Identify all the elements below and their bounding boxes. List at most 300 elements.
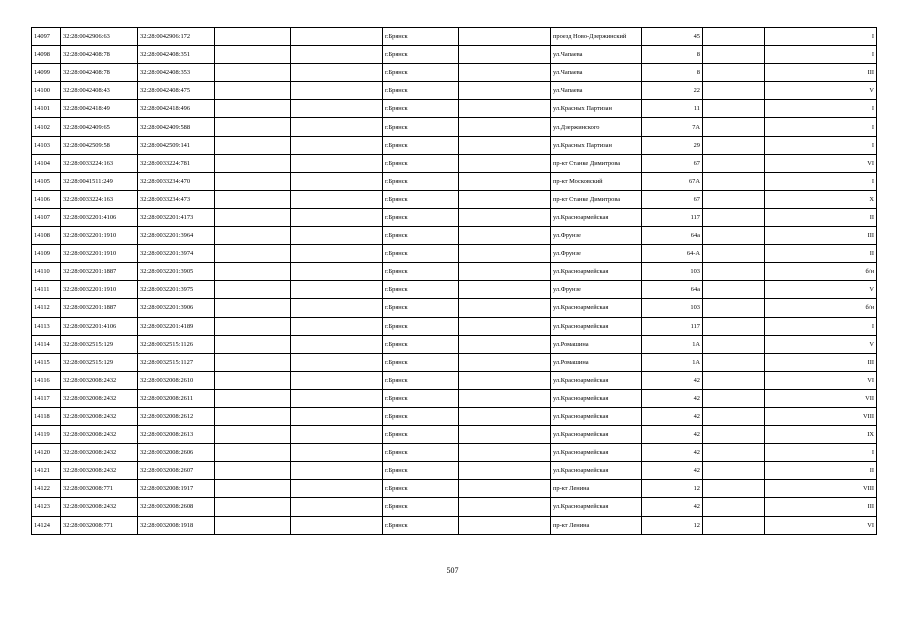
cell-cadastral-object: 32:28:0032201:3964 [138,227,215,245]
cell-room: VIII [765,407,877,425]
cell-cadastral-object: 32:28:0032008:2607 [138,462,215,480]
cell-house: 29 [642,136,703,154]
cell-cadastral-object: 32:28:0032008:2610 [138,371,215,389]
cell-city: г.Брянск [383,426,459,444]
cell-house: 103 [642,299,703,317]
cell-cadastral-parcel: 32:28:0042408:43 [61,82,138,100]
cell-number: 14105 [32,172,61,190]
table-row [32,516,877,534]
cell-street: ул.Красноармейская [551,389,642,407]
cell-empty [215,46,291,64]
cell-street: ул.Красных Партизан [551,100,642,118]
cell-room: VI [765,516,877,534]
cell-number: 14107 [32,208,61,226]
cell-empty [459,444,551,462]
cell-number: 14115 [32,353,61,371]
cell-empty [703,28,765,46]
cell-empty [291,263,383,281]
cell-street: пр-кт Ленина [551,516,642,534]
cell-empty [215,100,291,118]
cell-number: 14109 [32,245,61,263]
cell-number: 14108 [32,227,61,245]
table-row [32,118,877,136]
cell-number: 14120 [32,444,61,462]
cell-cadastral-object: 32:28:0032008:1918 [138,516,215,534]
cell-room: X [765,190,877,208]
cell-city: г.Брянск [383,172,459,190]
cell-cadastral-parcel: 32:28:0032008:2432 [61,462,138,480]
cell-house: 12 [642,516,703,534]
cell-house: 64-А [642,245,703,263]
cell-house: 64а [642,227,703,245]
cell-house: 45 [642,28,703,46]
table-row [32,353,877,371]
table-row [32,172,877,190]
cell-room: I [765,172,877,190]
cell-empty [215,245,291,263]
cell-empty [291,64,383,82]
cell-house: 42 [642,407,703,425]
cell-street: ул.Ромашина [551,353,642,371]
cell-empty [215,389,291,407]
cell-empty [215,516,291,534]
cell-cadastral-parcel: 32:28:0032008:771 [61,516,138,534]
cell-cadastral-object: 32:28:0032008:2608 [138,498,215,516]
cell-city: г.Брянск [383,82,459,100]
cell-street: пр-кт Станке Димитрова [551,190,642,208]
cell-room: VIII [765,480,877,498]
cell-house: 42 [642,389,703,407]
cell-cadastral-object: 32:28:0032515:1127 [138,353,215,371]
cell-city: г.Брянск [383,28,459,46]
cell-empty [215,317,291,335]
cell-house: 11 [642,100,703,118]
cell-number: 14122 [32,480,61,498]
cell-city: г.Брянск [383,353,459,371]
cell-cadastral-parcel: 32:28:0042409:65 [61,118,138,136]
cell-empty [291,516,383,534]
cell-empty [215,444,291,462]
cell-cadastral-parcel: 32:28:0042418:49 [61,100,138,118]
cell-city: г.Брянск [383,245,459,263]
cell-city: г.Брянск [383,263,459,281]
cell-cadastral-parcel: 32:28:0042906:63 [61,28,138,46]
table-row [32,299,877,317]
cell-empty [703,335,765,353]
cell-cadastral-parcel: 32:28:0032201:4106 [61,208,138,226]
cell-city: г.Брянск [383,46,459,64]
table-body [32,28,877,535]
cell-room: б/н [765,263,877,281]
cell-house: 8 [642,46,703,64]
cell-empty [459,389,551,407]
table-row [32,281,877,299]
cell-number: 14118 [32,407,61,425]
cell-cadastral-parcel: 32:28:0042408:78 [61,64,138,82]
cell-empty [291,154,383,172]
cell-empty [703,480,765,498]
cell-city: г.Брянск [383,208,459,226]
cell-empty [291,245,383,263]
cell-city: г.Брянск [383,317,459,335]
page-number: 507 [446,566,459,575]
table-row [32,426,877,444]
cell-empty [215,28,291,46]
table-row [32,389,877,407]
table-row [32,407,877,425]
cell-cadastral-object: 32:28:0033234:470 [138,172,215,190]
cell-cadastral-parcel: 32:28:0032201:4106 [61,317,138,335]
cell-cadastral-parcel: 32:28:0032008:2432 [61,371,138,389]
cell-empty [291,190,383,208]
cell-number: 14111 [32,281,61,299]
cell-empty [703,46,765,64]
cell-empty [459,281,551,299]
cell-house: 67А [642,172,703,190]
cell-cadastral-parcel: 32:28:0032201:1887 [61,263,138,281]
cell-room: I [765,28,877,46]
table-row [32,245,877,263]
cell-number: 14123 [32,498,61,516]
cell-house: 42 [642,498,703,516]
cell-street: ул.Чапаева [551,82,642,100]
cell-room: II [765,462,877,480]
cell-room: б/н [765,299,877,317]
cell-cadastral-parcel: 32:28:0032008:771 [61,480,138,498]
table-row [32,462,877,480]
cell-empty [459,426,551,444]
cell-street: ул.Чапаева [551,46,642,64]
cell-number: 14112 [32,299,61,317]
cell-cadastral-parcel: 32:28:0032008:2432 [61,407,138,425]
cell-cadastral-object: 32:28:0042408:475 [138,82,215,100]
cell-cadastral-object: 32:28:0042408:351 [138,46,215,64]
cell-empty [459,245,551,263]
cell-empty [703,118,765,136]
cell-empty [291,371,383,389]
cell-house: 67 [642,154,703,172]
cell-empty [291,28,383,46]
cell-empty [215,480,291,498]
table-row [32,46,877,64]
cell-cadastral-parcel: 32:28:0032008:2432 [61,444,138,462]
cell-empty [703,353,765,371]
cell-number: 14117 [32,389,61,407]
cell-number: 14098 [32,46,61,64]
cell-house: 42 [642,462,703,480]
cell-room: I [765,444,877,462]
cell-room: V [765,281,877,299]
cell-cadastral-object: 32:28:0042408:353 [138,64,215,82]
cell-house: 42 [642,426,703,444]
cell-city: г.Брянск [383,407,459,425]
cell-empty [291,353,383,371]
cell-cadastral-object: 32:28:0032008:2612 [138,407,215,425]
cell-cadastral-parcel: 32:28:0041511:249 [61,172,138,190]
cell-empty [291,118,383,136]
cell-city: г.Брянск [383,371,459,389]
cell-house: 117 [642,317,703,335]
cell-empty [703,299,765,317]
cell-number: 14102 [32,118,61,136]
cell-number: 14104 [32,154,61,172]
cell-city: г.Брянск [383,444,459,462]
cell-empty [459,190,551,208]
cell-city: г.Брянск [383,389,459,407]
cell-empty [703,190,765,208]
cell-empty [459,317,551,335]
cell-street: ул.Фрунзе [551,227,642,245]
cell-street: ул.Фрунзе [551,245,642,263]
cell-empty [459,462,551,480]
cell-number: 14124 [32,516,61,534]
cell-empty [215,407,291,425]
cell-empty [291,317,383,335]
cell-number: 14103 [32,136,61,154]
cell-empty [215,299,291,317]
cell-street: ул.Красноармейская [551,371,642,389]
cell-empty [215,263,291,281]
cell-house: 103 [642,263,703,281]
cell-empty [459,371,551,389]
cell-empty [215,371,291,389]
cell-street: ул.Ромашина [551,335,642,353]
cell-empty [459,299,551,317]
table-row [32,82,877,100]
cell-cadastral-object: 32:28:0032201:3905 [138,263,215,281]
cell-empty [291,299,383,317]
cell-empty [291,444,383,462]
cell-house: 67 [642,190,703,208]
cell-cadastral-object: 32:28:0032008:1917 [138,480,215,498]
cell-cadastral-parcel: 32:28:0032008:2432 [61,389,138,407]
cell-cadastral-parcel: 32:28:0042509:58 [61,136,138,154]
table-row [32,208,877,226]
cell-empty [215,154,291,172]
table-row [32,100,877,118]
cell-room: I [765,100,877,118]
cell-empty [215,426,291,444]
cell-empty [215,335,291,353]
cell-room: III [765,227,877,245]
cell-room: VII [765,389,877,407]
cell-city: г.Брянск [383,154,459,172]
cell-empty [291,208,383,226]
cell-street: ул.Красноармейская [551,407,642,425]
cell-number: 14113 [32,317,61,335]
cell-empty [215,136,291,154]
cell-city: г.Брянск [383,335,459,353]
cell-empty [215,190,291,208]
cell-city: г.Брянск [383,118,459,136]
cell-cadastral-parcel: 32:28:0033224:163 [61,154,138,172]
cell-street: ул.Красных Партизан [551,136,642,154]
cell-empty [291,172,383,190]
cell-empty [291,389,383,407]
cell-empty [459,353,551,371]
cell-empty [459,154,551,172]
cell-cadastral-parcel: 32:28:0032515:129 [61,335,138,353]
cell-empty [291,335,383,353]
cell-empty [291,46,383,64]
cell-city: г.Брянск [383,227,459,245]
cell-empty [459,118,551,136]
table-row [32,480,877,498]
cell-room: IX [765,426,877,444]
cell-empty [215,172,291,190]
cell-empty [703,154,765,172]
cell-cadastral-object: 32:28:0042509:141 [138,136,215,154]
cell-empty [291,227,383,245]
cell-empty [703,426,765,444]
cell-room: I [765,46,877,64]
cell-city: г.Брянск [383,480,459,498]
cell-empty [459,498,551,516]
table-row [32,263,877,281]
cell-room: V [765,335,877,353]
cell-empty [703,281,765,299]
cell-house: 7А [642,118,703,136]
cell-cadastral-parcel: 32:28:0032201:1887 [61,299,138,317]
cell-empty [703,371,765,389]
cell-cadastral-object: 32:28:0032201:3974 [138,245,215,263]
cell-house: 8 [642,64,703,82]
cell-cadastral-parcel: 32:28:0032515:129 [61,353,138,371]
cell-room: I [765,118,877,136]
cell-room: III [765,64,877,82]
cell-empty [459,100,551,118]
cell-empty [291,462,383,480]
cell-cadastral-object: 32:28:0032008:2611 [138,389,215,407]
cell-empty [703,498,765,516]
cell-city: г.Брянск [383,281,459,299]
cell-empty [291,498,383,516]
cell-empty [459,480,551,498]
cell-empty [459,227,551,245]
cell-room: I [765,317,877,335]
table-row [32,190,877,208]
cell-empty [291,100,383,118]
cell-street: ул.Красноармейская [551,426,642,444]
cell-empty [215,64,291,82]
cell-street: ул.Красноармейская [551,208,642,226]
cell-room: V [765,82,877,100]
cell-number: 14110 [32,263,61,281]
cell-room: I [765,136,877,154]
cell-empty [459,28,551,46]
table-row [32,371,877,389]
cell-empty [703,227,765,245]
cell-street: пр-кт Московский [551,172,642,190]
cell-number: 14116 [32,371,61,389]
cell-empty [291,480,383,498]
cell-cadastral-parcel: 32:28:0032008:2432 [61,426,138,444]
cell-cadastral-object: 32:28:0032201:3975 [138,281,215,299]
cell-empty [703,245,765,263]
cell-cadastral-object: 32:28:0032201:3906 [138,299,215,317]
table-row [32,136,877,154]
table-row [32,444,877,462]
cell-street: ул.Красноармейская [551,444,642,462]
cell-house: 117 [642,208,703,226]
cell-empty [459,263,551,281]
cell-empty [703,389,765,407]
cell-cadastral-object: 32:28:0042906:172 [138,28,215,46]
cell-number: 14099 [32,64,61,82]
cell-city: г.Брянск [383,136,459,154]
cell-empty [459,82,551,100]
cell-room: VI [765,154,877,172]
cell-number: 14097 [32,28,61,46]
cell-house: 42 [642,371,703,389]
cell-empty [215,227,291,245]
cell-empty [215,462,291,480]
cell-empty [703,172,765,190]
cell-room: VI [765,371,877,389]
cell-city: г.Брянск [383,64,459,82]
cell-number: 14114 [32,335,61,353]
cell-cadastral-object: 32:28:0032201:4189 [138,317,215,335]
cell-street: ул.Красноармейская [551,299,642,317]
cell-city: г.Брянск [383,516,459,534]
cell-street: ул.Дзержинского [551,118,642,136]
cell-empty [703,444,765,462]
cell-cadastral-parcel: 32:28:0033224:163 [61,190,138,208]
cell-empty [459,46,551,64]
cell-empty [459,335,551,353]
cell-street: пр-кт Станке Димитрова [551,154,642,172]
table-row [32,227,877,245]
cell-empty [459,64,551,82]
cell-empty [703,516,765,534]
cell-empty [215,118,291,136]
cell-cadastral-parcel: 32:28:0042408:78 [61,46,138,64]
cell-empty [291,281,383,299]
table-row [32,64,877,82]
cell-empty [703,462,765,480]
cell-cadastral-object: 32:28:0032201:4173 [138,208,215,226]
registry-table [31,27,877,535]
cell-empty [291,426,383,444]
cell-empty [291,407,383,425]
cell-house: 22 [642,82,703,100]
cell-cadastral-object: 32:28:0033234:473 [138,190,215,208]
cell-empty [291,136,383,154]
cell-cadastral-parcel: 32:28:0032201:1910 [61,281,138,299]
cell-empty [291,82,383,100]
cell-house: 1А [642,353,703,371]
cell-number: 14119 [32,426,61,444]
cell-number: 14100 [32,82,61,100]
cell-cadastral-object: 32:28:0042409:588 [138,118,215,136]
table-row [32,498,877,516]
table-row [32,317,877,335]
cell-street: ул.Красноармейская [551,498,642,516]
cell-empty [459,208,551,226]
cell-empty [703,208,765,226]
table-row [32,154,877,172]
cell-empty [459,407,551,425]
cell-empty [215,82,291,100]
cell-empty [215,498,291,516]
cell-empty [459,172,551,190]
table-row [32,28,877,46]
cell-empty [703,64,765,82]
cell-empty [703,317,765,335]
cell-number: 14106 [32,190,61,208]
cell-empty [703,407,765,425]
cell-city: г.Брянск [383,498,459,516]
